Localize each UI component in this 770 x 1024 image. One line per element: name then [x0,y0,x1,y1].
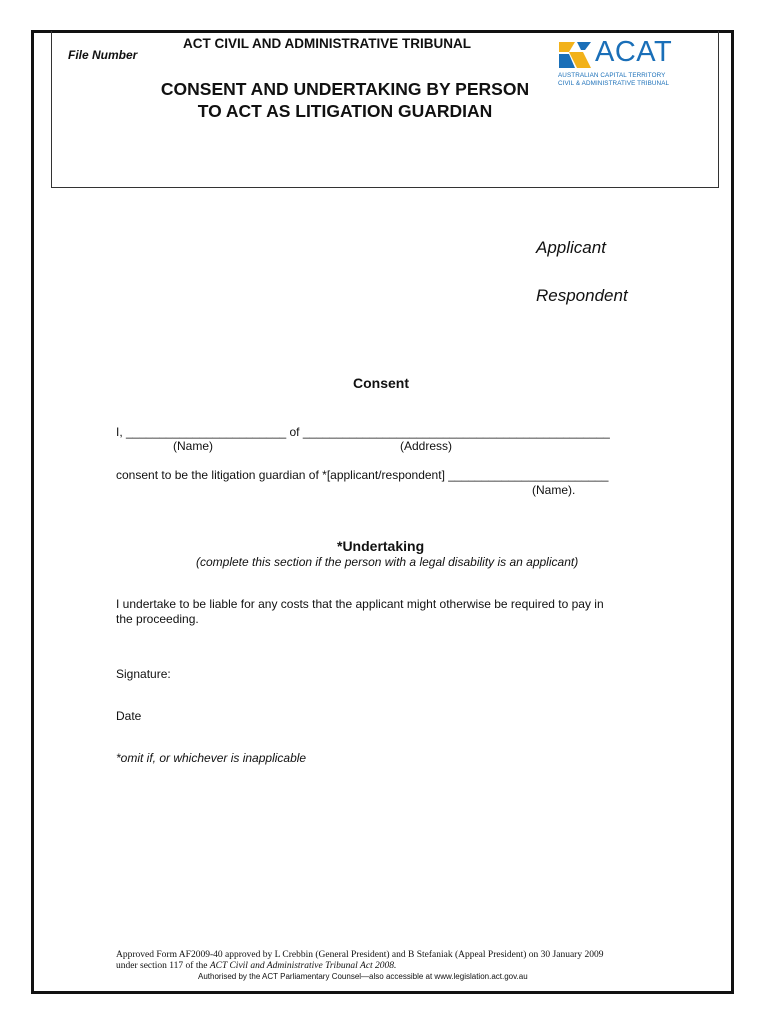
undertaking-heading: *Undertaking [337,538,425,554]
footer-approved-line2 [116,961,396,972]
address-caption: (Address) [400,439,453,453]
logo-tagline-line1: AUSTRALIAN CAPITAL TERRITORY [558,72,666,79]
consent-line-name-address: I, ________________________ of ______________________________________________ [116,425,610,439]
name-caption: (Name) [173,439,214,453]
tribunal-name: ACT CIVIL AND ADMINISTRATIVE TRIBUNAL [183,36,471,51]
signature-label: Signature: [116,667,171,681]
undertaking-text-line2: the proceeding. [116,612,199,626]
form-title: CONSENT AND UNDERTAKING BY PERSON TO ACT AS LITIGATION GUARDIAN [160,79,530,121]
date-label: Date [116,709,142,723]
file-number-label: File Number [68,48,138,62]
applicant-label: Applicant [536,238,606,257]
footer-act-name: ACT Civil and Administrative Tribunal Act 2008. [209,961,397,971]
consent-guardian-line: consent to be the litigation guardian of *[applicant/respondent] ________________________ [116,468,609,482]
consent-heading: Consent [353,375,409,391]
logo-tagline-line2: CIVIL & ADMINISTRATIVE TRIBUNAL [558,79,670,87]
logo-wordmark: ACAT [595,36,673,68]
footer-authorised-line: Authorised by the ACT Parliamentary Counsel—also accessible at www.legislation.act.gov.au [198,972,528,981]
logo-tagline [558,72,669,87]
footer-approved-line1: Approved Form AF2009-40 approved by L Crebbin (General President) and B Stefaniak (Appeal President) on 30 January 2009 [116,950,604,960]
respondent-label: Respondent [536,286,628,305]
footer-approved-line2-prefix: under section 117 of the [116,961,210,971]
acat-logo [557,38,687,88]
guardian-name-caption: (Name). [532,483,576,497]
undertaking-text-line1: I undertake to be liable for any costs that the applicant might otherwise be required to pay in [116,597,604,611]
acat-emblem-icon [557,40,593,72]
undertaking-subheading: (complete this section if the person with a legal disability is an applicant) [196,555,579,569]
omit-note: *omit if, or whichever is inapplicable [116,751,307,765]
